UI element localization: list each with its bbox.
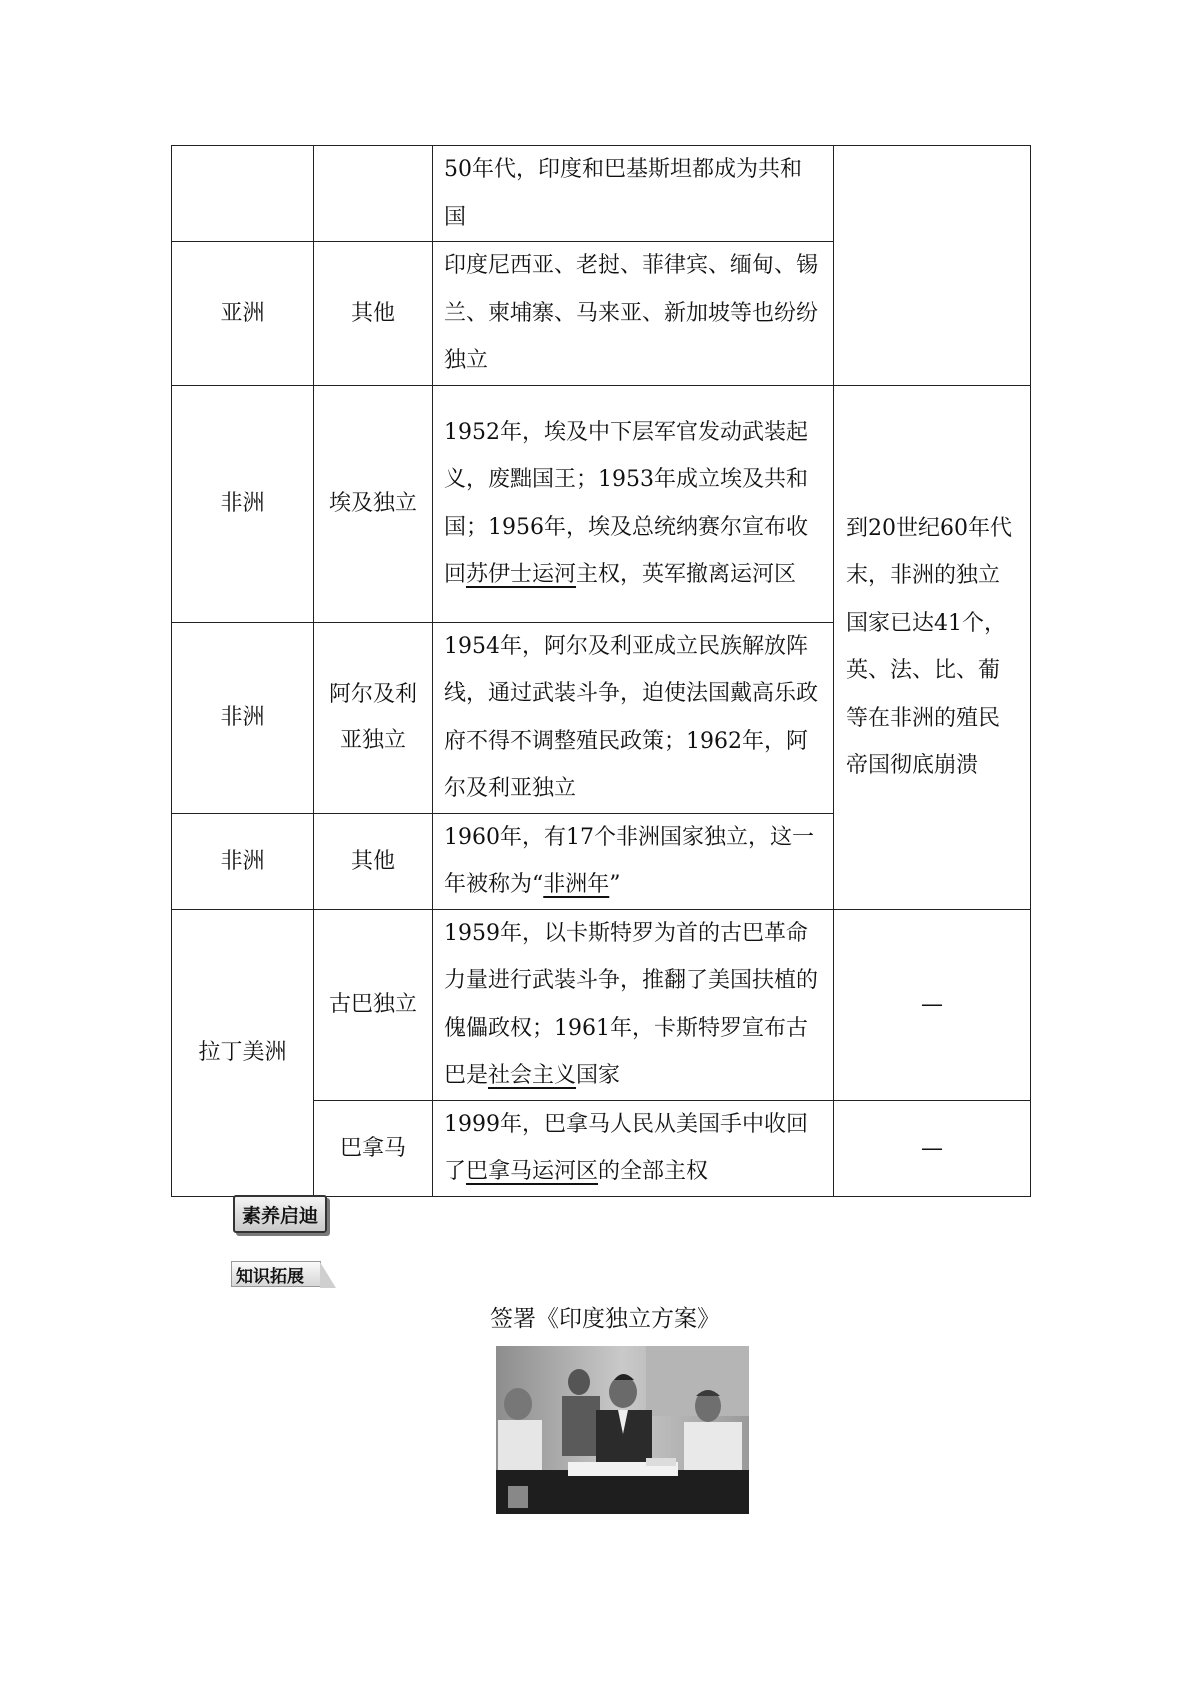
event-cell	[314, 146, 433, 242]
details-cell: 1999年，巴拿马人民从美国手中收回了巴拿马运河区的全部主权	[433, 1100, 834, 1196]
event-cell: 其他	[314, 242, 433, 386]
details-cell: 1960年，有17个非洲国家独立，这一年被称为“非洲年”	[433, 813, 834, 909]
cuba-result-cell: —	[834, 909, 1031, 1100]
region-cell: 亚洲	[172, 242, 314, 386]
panama-result-cell: —	[834, 1100, 1031, 1196]
event-cell: 阿尔及利亚独立	[314, 622, 433, 813]
africa-result-cell: 到20世纪60年代末，非洲的独立国家已达41个，英、法、比、葡等在非洲的殖民帝国彻底崩溃	[834, 385, 1031, 909]
suyang-qidi-badge: 素养启迪	[233, 1195, 327, 1233]
details-cell: 印度尼西亚、老挝、菲律宾、缅甸、锡兰、柬埔寨、马来亚、新加坡等也纷纷独立	[433, 242, 834, 386]
event-cell: 巴拿马	[314, 1100, 433, 1196]
region-cell	[172, 146, 314, 242]
details-cell: 1952年，埃及中下层军官发动武装起义，废黜国王；1953年成立埃及共和国；1956年，埃及总统纳赛尔宣布收回苏伊士运河主权，英军撤离运河区	[433, 385, 834, 622]
independence-table	[171, 145, 1031, 1197]
event-cell: 古巴独立	[314, 909, 433, 1100]
details-cell: 1954年，阿尔及利亚成立民族解放阵线，通过武装斗争，迫使法国戴高乐政府不得不调整殖民政策；1962年，阿尔及利亚独立	[433, 622, 834, 813]
underlined-term: 社会主义	[488, 1063, 577, 1088]
photo-caption: 签署《印度独立方案》	[490, 1306, 720, 1332]
underlined-term: 苏伊士运河	[466, 562, 577, 587]
details-cell: 1959年，以卡斯特罗为首的古巴革命力量进行武装斗争，推翻了美国扶植的傀儡政权；1961年，卡斯特罗宣布古巴是社会主义国家	[433, 909, 834, 1100]
region-cell: 非洲	[172, 622, 314, 813]
table-row	[172, 385, 1031, 622]
details-cell: 50年代，印度和巴基斯坦都成为共和国	[433, 146, 834, 242]
table-row	[172, 909, 1031, 1100]
event-cell: 其他	[314, 813, 433, 909]
event-cell: 埃及独立	[314, 385, 433, 622]
historical-photo	[496, 1346, 749, 1514]
region-cell: 非洲	[172, 385, 314, 622]
region-cell: 非洲	[172, 813, 314, 909]
zhishi-tuozhan-badge: 知识拓展	[231, 1261, 321, 1287]
underlined-term: 巴拿马运河区	[466, 1159, 599, 1184]
result-cell-empty	[834, 146, 1031, 386]
underlined-term: 非洲年	[543, 872, 610, 897]
table-row	[172, 146, 1031, 242]
region-cell: 拉丁美洲	[172, 909, 314, 1196]
